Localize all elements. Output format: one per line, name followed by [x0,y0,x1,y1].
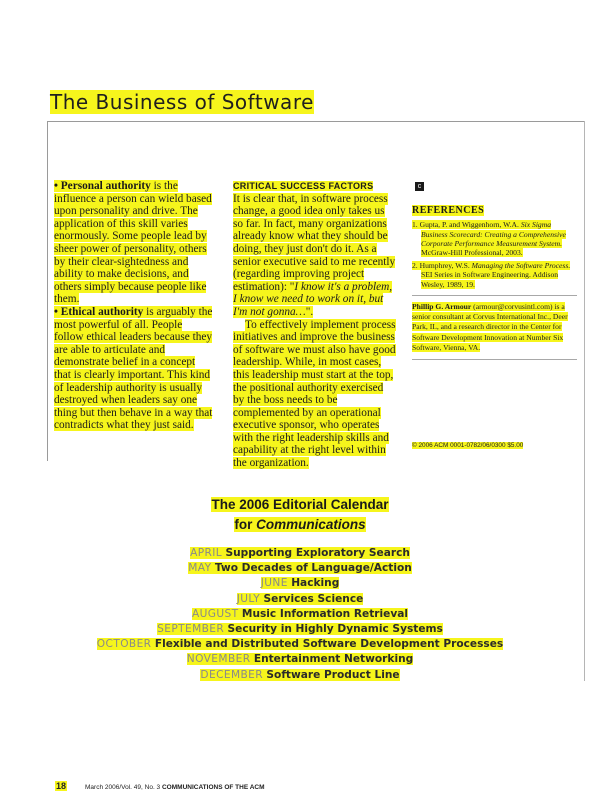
calendar-month: JULY [236,592,261,605]
reference-item-1 [412,220,577,258]
reference-1-title: Six Sigma Business Scorecard: Creating a Comprehensive Corporate Performance Measurement System. [421,220,566,248]
personal-authority-term: • Personal authority [54,180,151,192]
calendar-item [0,561,600,576]
journal-name: COMMUNICATIONS OF THE ACM [161,784,265,791]
issue-info: March 2006/Vol. 49, No. 3 [85,784,162,791]
page-title [50,88,314,116]
reference-item-2 [412,261,577,289]
page-number: 18 [56,781,67,791]
calendar-title-journal: Communications [256,517,366,532]
frame-top-rule [47,121,584,122]
author-name: Phillip G. Armour [412,302,472,312]
calendar-month: NOVEMBER [186,653,251,666]
calendar-month: MAY [188,562,212,575]
calendar-topic: Software Product Line [266,668,400,681]
leadership-paragraph [233,319,396,470]
calendar-month: SEPTEMBER [157,623,225,636]
calendar-item [0,607,600,622]
calendar-item [0,652,600,667]
success-factors-text: It is clear that, in software process change, a good idea only takes us so far. In fact, many organizations already know what they should be doing, they just don't do it. As a senior executive said to me recently (regarding improving project estimation): " [233,192,396,293]
calendar-month: OCTOBER [96,638,152,651]
calendar-title-line-1: The 2006 Editorial Calendar [211,497,389,512]
section-heading-text: CRITICAL SUCCESS FACTORS [233,181,374,191]
personal-authority-text: is the influence a person can wield based upon personality and drive. The application of this skill varies enormously. Some people lead by sheer power of personality, others by their clear-sightedness and ability to make decisions, and others simply because people like them. [54,180,212,306]
ethical-authority-term: • Ethical authority [54,305,144,318]
calendar-topic: Two Decades of Language/Action [214,562,412,575]
calendar-item [0,637,600,652]
calendar-item [0,622,600,637]
reference-2-authors: Humphrey, W.S. [419,260,472,270]
page-footer [55,781,265,791]
reference-2-title: Managing the Software Process. [471,260,571,270]
calendar-month: JUNE [260,577,288,590]
success-factors-paragraph [233,193,396,319]
divider [412,295,577,296]
calendar-topic: Security in Highly Dynamic Systems [227,623,443,636]
calendar-topic: Flexible and Distributed Software Development Processes [154,638,504,651]
reference-1-authors: Gupta, P. and Wiggenhorn, W.A. [419,220,521,230]
editorial-calendar-list [0,546,600,683]
calendar-item [0,668,600,683]
calendar-item [0,546,600,561]
reference-2-number: 2. [412,260,418,270]
calendar-topic: Supporting Exploratory Search [225,547,410,559]
executive-quote: I know it's a problem, I know we need to work on it, but I'm not gonna… [233,280,393,318]
calendar-item [0,576,600,591]
calendar-topic: Hacking [291,577,340,590]
divider [412,359,577,360]
reference-1-publisher: McGraw-Hill Professional, 2003. [421,248,523,258]
calendar-month: AUGUST [191,607,239,620]
reference-2-publisher: SEI Series in Software Engineering. Addison Wesley, 1989, 19. [421,270,559,289]
ethical-authority-paragraph [54,306,214,432]
calendar-topic: Entertainment Networking [253,653,414,666]
copyright-notice [412,441,523,450]
section-heading [233,180,396,193]
leadership-text: To effectively implement process initiatives and improve the business of software we must also have good leadership. While, in most cases, this leadership must start at the top, the positional authority exercised by the boss needs to be complemented by an operational executive sponsor, who operates with the right leadership skills and capability at the right level within the organization. [233,318,396,470]
quote-close: ". [305,305,314,318]
calendar-title [0,495,600,535]
calendar-month: APRIL [190,547,223,559]
calendar-topic: Services Science [263,592,364,605]
ethical-authority-text: is arguably the most powerful of all. People follow ethical leaders because they are able to articulate and demonstrate belief in a concept that is clearly important. This kind of leadership authority is usually destroyed when leaders say one thing but then behave in a way that contradicts what they just said. [54,305,213,432]
copyright-text: © 2006 ACM 0001-0782/06/0300 $5.00 [412,442,524,449]
calendar-topic: Music Information Retrieval [241,607,409,620]
end-of-article-icon: c [415,182,424,191]
calendar-item [0,592,600,607]
author-bio-text: (armour@corvusintl.com) is a senior consultant at Corvus International Inc., Deer Park, IL, and a research director in the Center for Software Development Innovation at Number Six Software, Vienna, VA. [412,302,568,352]
author-bio [412,302,577,353]
article-column-2 [233,180,396,470]
calendar-title-prefix: for [234,517,257,532]
references-heading [412,205,577,218]
page-title-text: The Business of Software [50,90,314,114]
calendar-month: DECEMBER [200,668,264,681]
reference-1-number: 1. [412,220,418,230]
article-column-3 [412,180,577,366]
article-column-1 [54,180,214,432]
leadership-paragraph-end [412,180,577,193]
frame-left-rule [47,121,48,461]
personal-authority-paragraph [54,180,214,306]
references-heading-text: REFERENCES [412,204,485,216]
